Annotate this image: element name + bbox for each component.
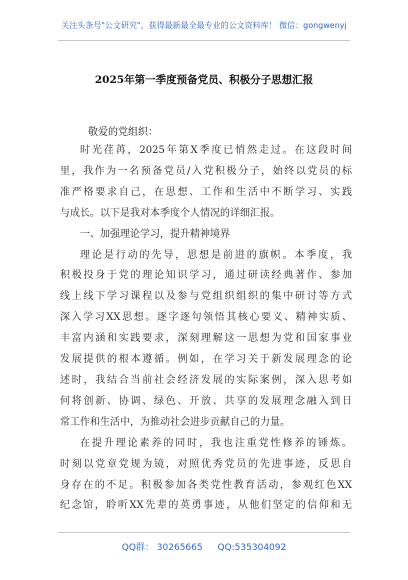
footer-qq: QQ:535304092 [217, 543, 287, 553]
header-divider [58, 40, 350, 41]
salutation: 敬爱的党组织： [88, 127, 158, 138]
body-line: 常工作和生活中，为推动社会进步贡献自己的力量。 [60, 416, 290, 428]
document-body [60, 141, 352, 517]
body-line: 丰富内涵和实践要求，深刻理解这一思想为党和国家事业 [60, 333, 352, 345]
body-line: 积极投身于党的理论知识学习，通过研读经典著作、参加 [60, 270, 352, 282]
body-line: 何将创新、协调、绿色、开放、共享的发展理念融入到日 [60, 395, 352, 407]
body-line: 理论是行动的先导，思想是前进的旗帜。本季度，我 [80, 249, 352, 261]
body-line: 发展提供的根本遵循。例如，在学习关于新发展理念的论 [60, 354, 352, 366]
header-banner: 关注头条号"公文研究"，获得最新最全最专业的公文资料库！ 微信：gongwenyj [61, 21, 347, 30]
footer-divider [58, 532, 350, 533]
body-line: 准严格要求自己，在思想、工作和生活中不断学习、实践 [60, 186, 352, 198]
body-line: 里，我作为一名预备党员/入党积极分子，始终以党员的标 [60, 165, 352, 177]
body-line: 线上线下学习课程以及参与党组织组织的集中研讨等方式 [60, 291, 352, 303]
body-line: 与成长。以下是我对本季度个人情况的详细汇报。 [60, 207, 280, 219]
body-line: 时光荏苒，2025年第X季度已悄然走过。在这段时间 [80, 145, 352, 156]
body-line: 时刻以党章党规为镜，对照优秀党员的先进事迹，反思自 [60, 458, 352, 470]
document-title: 2025年第一季度预备党员、积极分子思想汇报 [94, 74, 314, 86]
footer-qq-group: QQ群： 30265665 [121, 543, 203, 553]
section-heading: 一、加强理论学习，提升精神境界 [80, 228, 230, 240]
body-line: 身存在的不足。积极参加各类党性教育活动，参观红色XX [60, 479, 352, 491]
body-line: 述时，我结合当前社会经济发展的实际案例，深入思考如 [60, 374, 352, 386]
body-line: 纪念馆，聆听XX先辈的英勇事迹，从他们坚定的信仰和无 [60, 500, 352, 512]
footer [0, 540, 408, 553]
body-line: 在提升理论素养的同时，我也注重党性修养的锤炼。 [80, 437, 352, 449]
body-line: 深入学习XX思想。逐字逐句领悟其核心要义、精神实质、 [60, 312, 352, 324]
